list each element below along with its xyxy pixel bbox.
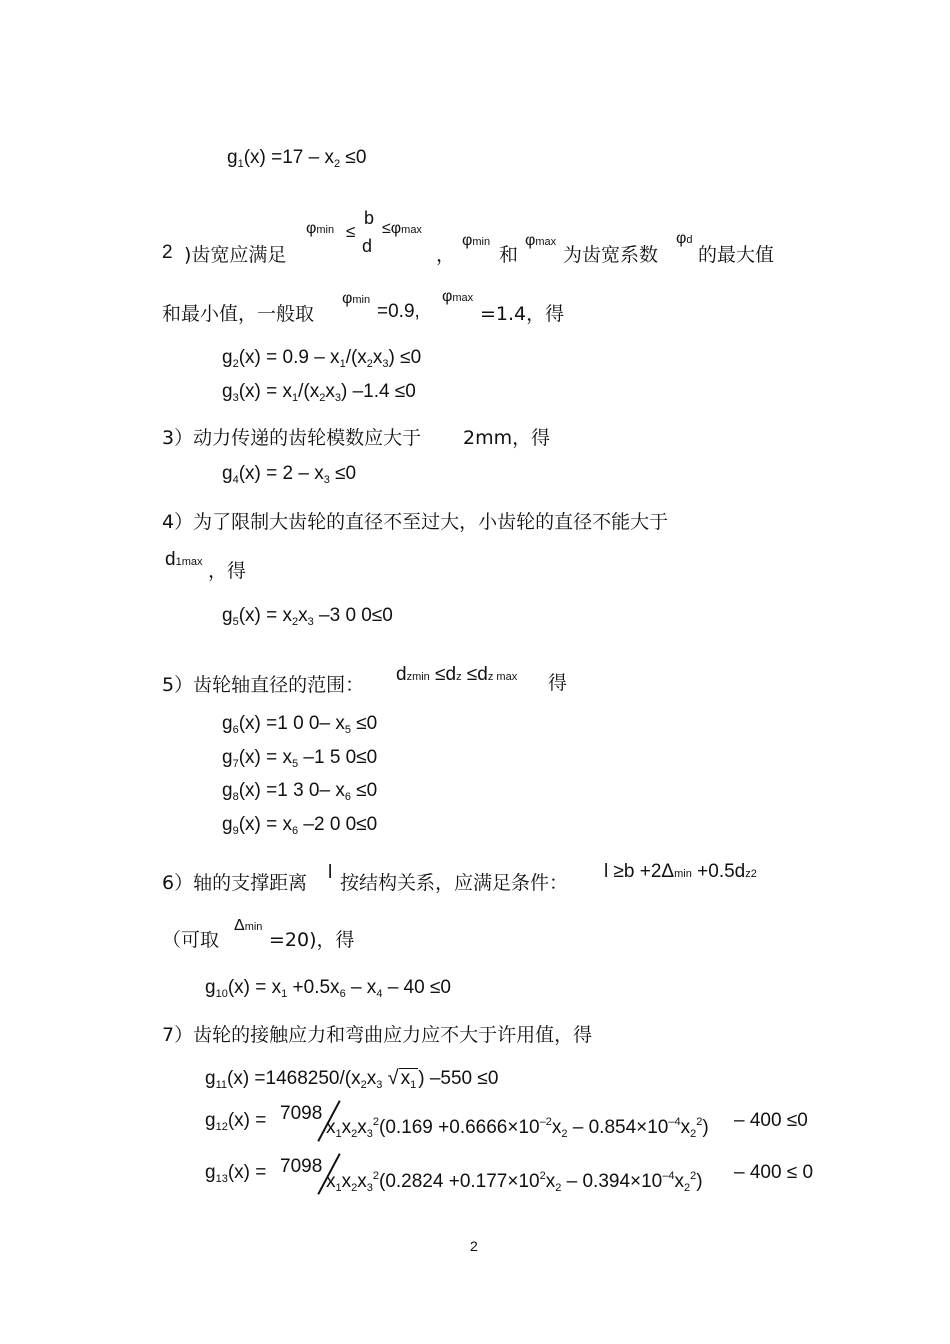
- page-number: 2: [470, 1238, 478, 1254]
- phi-min-symbol-3: φmin: [342, 290, 371, 307]
- d1max-symbol: d1max: [165, 549, 203, 570]
- item6-text: 6）轴的支撑距离: [162, 872, 308, 894]
- equation-g5: $g_5(x) = x_2x_3$ –3 0 0≤0: [222, 605, 393, 628]
- item3-text: 3）动力传递的齿轮模数应大于: [162, 427, 422, 449]
- delta-min-symbol: Δmin: [234, 917, 263, 934]
- l-symbol: l: [328, 862, 333, 883]
- and-word: 和: [499, 244, 519, 266]
- equation-g1: $g_1(x) =17 - x_2 \le 0$: [227, 147, 367, 170]
- phi-max-symbol-3: φmax: [442, 288, 474, 305]
- item2-text-b: 为齿宽系数: [563, 244, 659, 266]
- item6-line2: （可取: [162, 929, 220, 951]
- phi-min-symbol-2: φmin: [462, 232, 491, 249]
- phi-max-symbol-2: φmax: [525, 232, 557, 249]
- item3-value: 2mm，得: [463, 427, 551, 449]
- phi-max-symbol: ≤φmax: [382, 220, 422, 237]
- item5-tail: 得: [548, 672, 568, 694]
- item4-tail: ，得: [208, 560, 247, 582]
- item4-text: 4）为了限制大齿轮的直径不至过大，小齿轮的直径不能大于: [162, 511, 669, 533]
- comma: ，: [436, 244, 456, 266]
- g13-rhs: – 400 ≤ 0: [734, 1162, 814, 1183]
- equation-g8: $g_8(x) =1$ 3 0– $x_6 \le 0$: [222, 780, 378, 803]
- g13-denominator: $x_1x_2x_3^2(0.2824 +0.177\times 10^2x_2 - 0.394\times 10^{-4}x_2^2)$: [326, 1170, 703, 1194]
- equation-g7: $g_7(x) = x_5$ –1 5 0≤0: [222, 747, 378, 770]
- item6-text-b: 按结构关系，应满足条件：: [340, 872, 569, 894]
- equation-g13-lhs: $g_{13}(x)$ =: [205, 1162, 267, 1185]
- le-symbol: ≤: [346, 222, 356, 241]
- equation-g3: $g_3(x) = x_1/(x_2x_3)$ –1.4 ≤0: [222, 381, 416, 404]
- item5-text: 5）齿轮轴直径的范围：: [162, 674, 365, 696]
- equation-g10: $g_{10}(x) = x_1 +0.5x_6 - x_4 - 40 \le 0$: [205, 977, 451, 1000]
- fraction-numerator-b: b: [364, 208, 375, 228]
- dz-range: dzmin ≤dz ≤dz max: [396, 664, 518, 685]
- fraction-denominator-d: d: [362, 236, 373, 256]
- item6-line2-b: =20)，得: [269, 929, 355, 951]
- item2-line2: 和最小值，一般取: [162, 303, 315, 325]
- g12-numerator: 7098: [280, 1103, 323, 1124]
- phi-min-value: =0.9,: [377, 301, 420, 322]
- equation-g11: $g_{11}(x) =1468250/(x_2x_3$ √ $x_1$ ) –550 ≤0: [205, 1067, 499, 1091]
- equation-g9: $g_9(x) = x_6$ –2 0 0≤0: [222, 814, 378, 837]
- g13-numerator: 7098: [280, 1156, 323, 1177]
- equation-g2: $g_2(x) = 0.9 - x_1/(x_2x_3) \le 0$: [222, 347, 422, 370]
- item2-text-c: 的最大值: [698, 244, 775, 266]
- item6-condition: l ≥b +2Δmin +0.5dz2: [604, 861, 757, 882]
- item2-number: 2: [162, 242, 173, 263]
- equation-g12-lhs: $g_{12}(x)$ =: [205, 1110, 267, 1133]
- phi-max-value: =1.4，得: [480, 303, 565, 325]
- g12-rhs: – 400 ≤0: [734, 1110, 808, 1131]
- g12-denominator: $x_1x_2x_3^2(0.169 +0.6666\times 10^{-2}x_2 - 0.854\times 10^{-4}x_2^2)$: [326, 1116, 709, 1140]
- phi-min-symbol: φmin: [306, 220, 335, 237]
- equation-g6: $g_6(x) =1$ 0 0– $x_5 \le 0$: [222, 713, 378, 736]
- phi-d-symbol: φd: [676, 230, 693, 247]
- equation-g4: $g_4(x) = 2 - x_3 \le 0$: [222, 463, 357, 486]
- item2-text: )齿宽应满足: [184, 244, 287, 266]
- item7-text: 7）齿轮的接触应力和弯曲应力应不大于许用值，得: [162, 1024, 593, 1046]
